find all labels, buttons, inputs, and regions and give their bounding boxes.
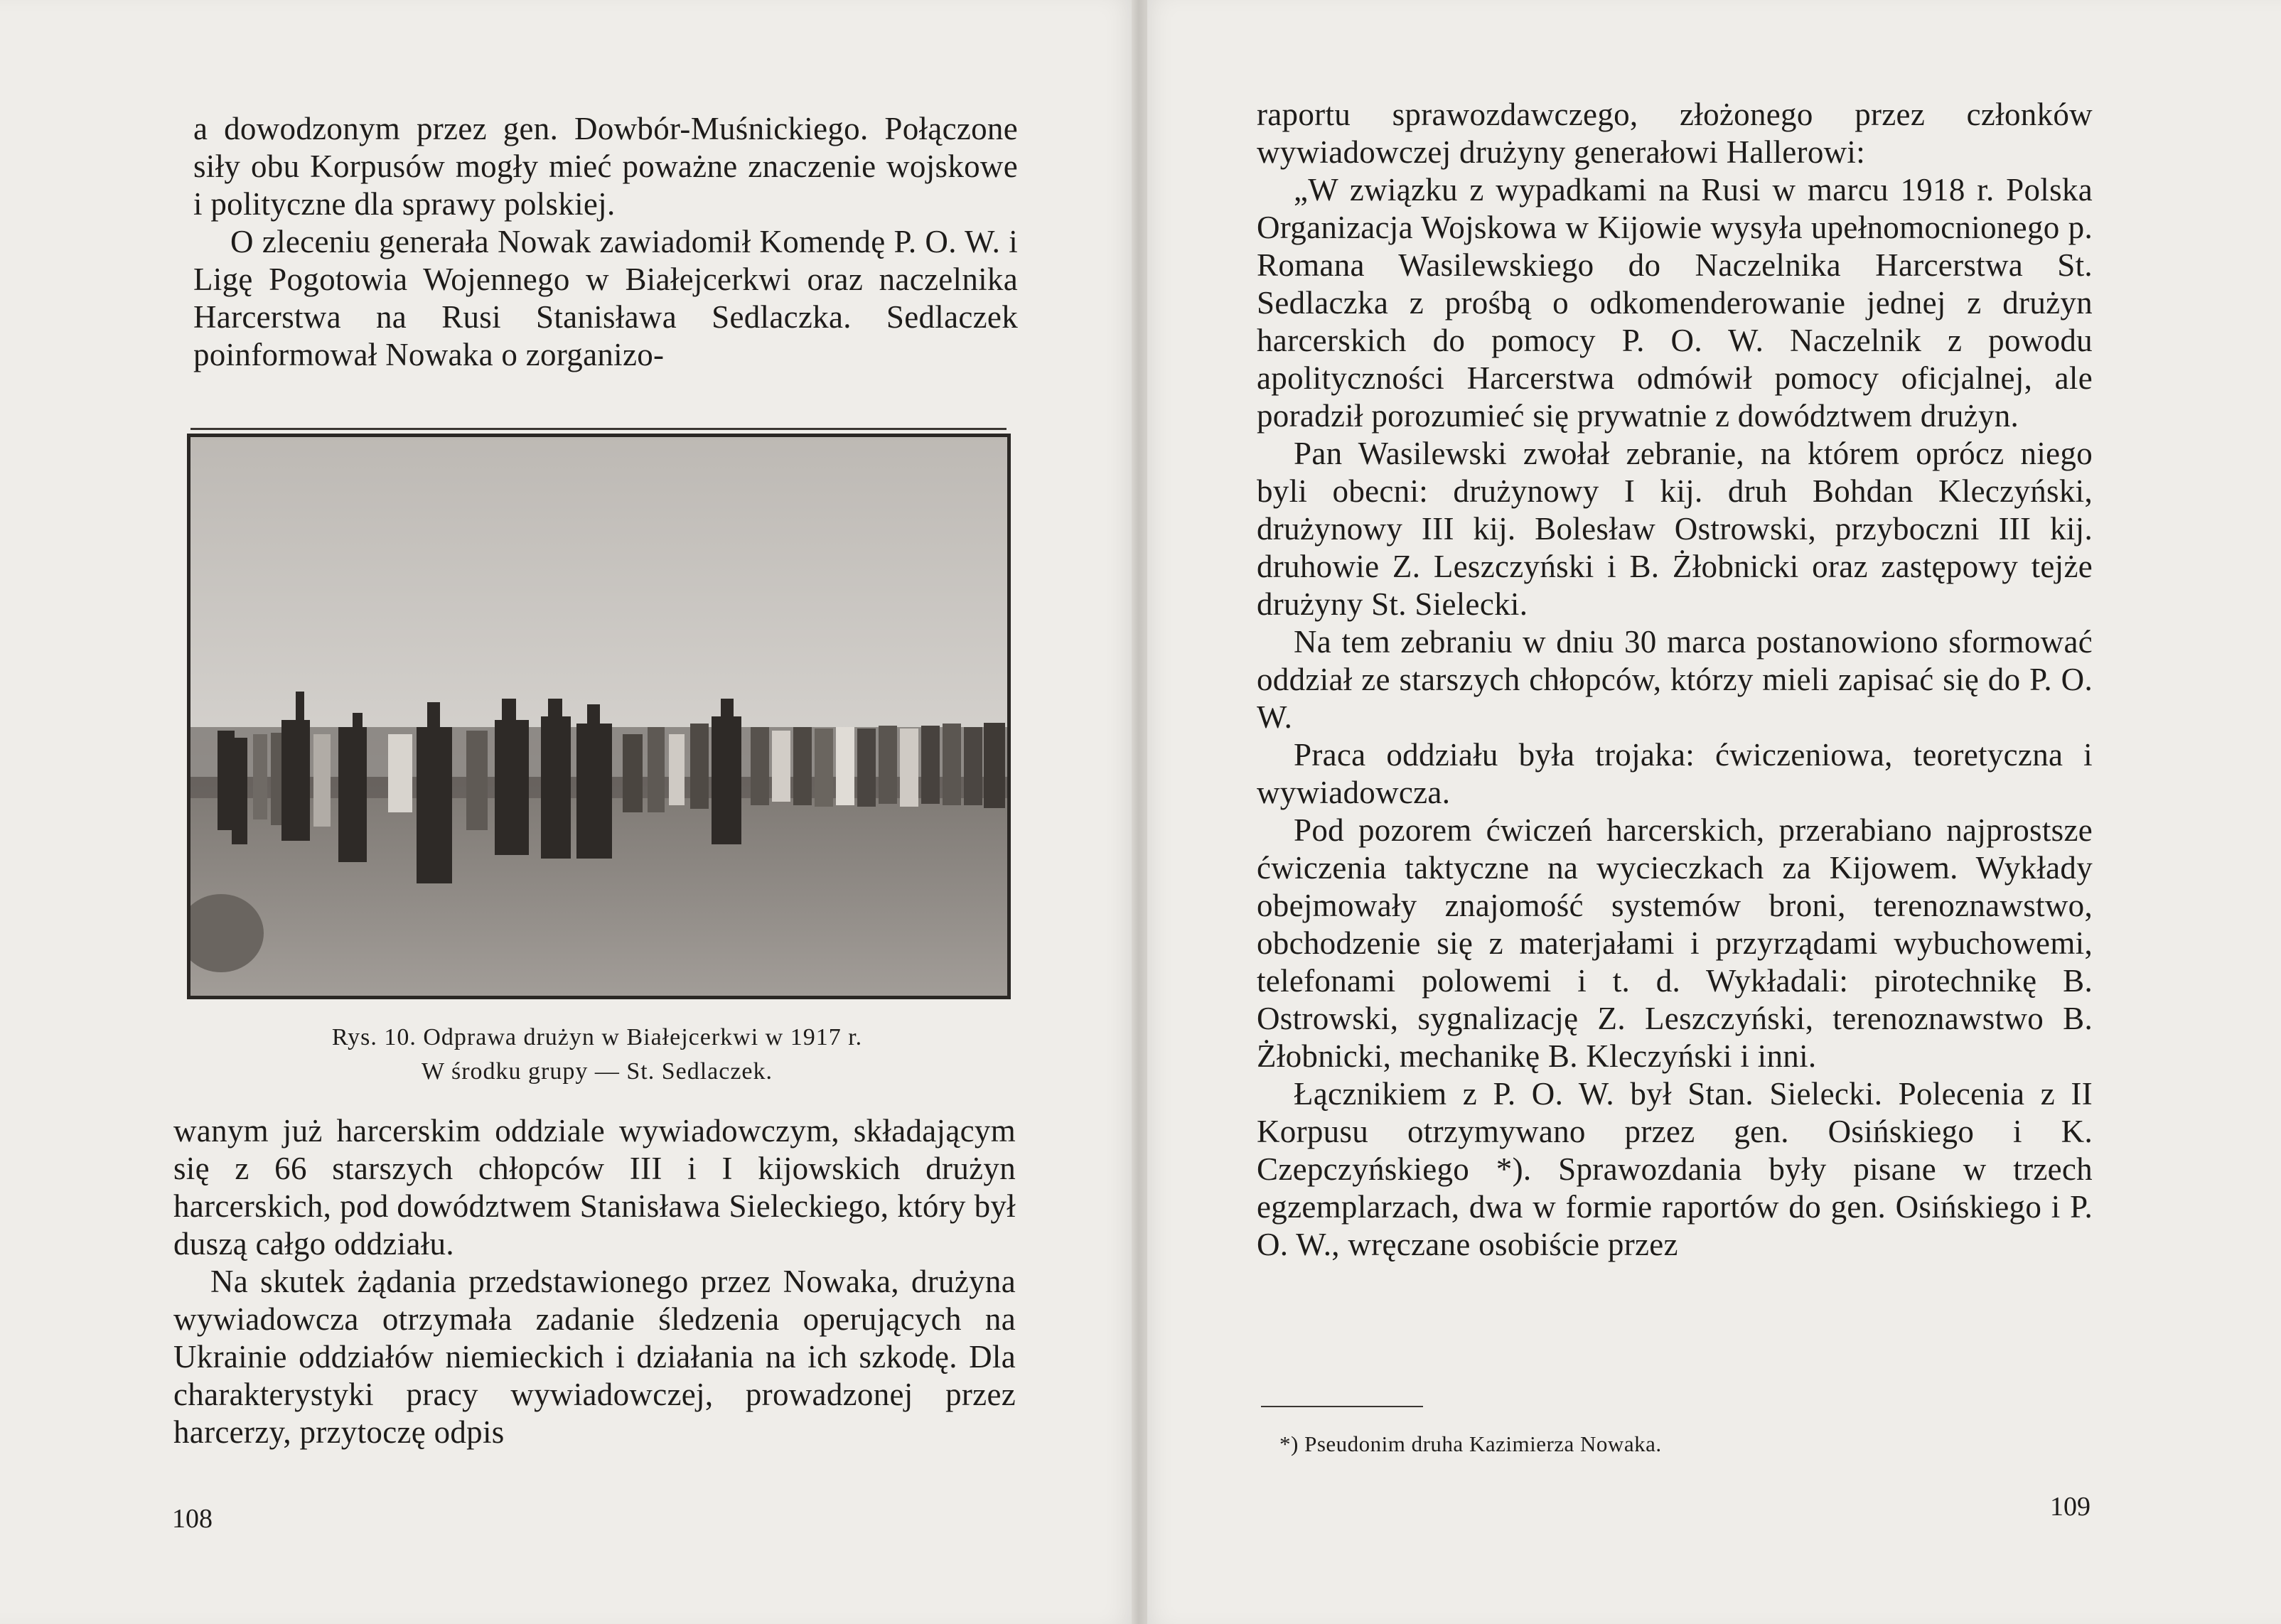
paragraph: „W związku z wypadkami na Rusi w marcu 1918 r. Polska Organizacja Wojskowa w Kijowie wysyła upełnomocnionego p. Romana Wasilewskiego do Naczelnika Harcerstwa St. Sedlaczka z prośbą o odkomenderowanie jednej z drużyn harcerskich do pomocy P. O. W. Naczelnik z powodu apolityczności Harcerstwa odmówił pomocy oficjalnej, ale poradził porozumieć się prywatnie z dowództwem drużyn. xyxy=(1257,172,2093,434)
figure-top-rule xyxy=(190,428,1007,430)
right-page-text xyxy=(1257,96,2093,1264)
paragraph: Praca oddziału była trojaka: ćwiczeniowa, teoretyczna i wywiadowcza. xyxy=(1257,737,2093,810)
caption-line: W środku grupy — St. Sedlaczek. xyxy=(421,1058,773,1085)
paragraph: Na skutek żądania przedstawionego przez Nowaka, drużyna wywiadowcza otrzymała zadanie śledzenia operujących na Ukrainie oddziałów niemieckich i działania na ich szkodę. Dla charakterystyki pracy wywiadowczej, prowadzonej przez harcerzy, przytoczę odpis xyxy=(173,1264,1016,1450)
page-number: 109 xyxy=(2050,1492,2091,1522)
paragraph: Pan Wasilewski zwołał zebranie, na którem oprócz niego byli obecni: drużynowy I kij. druh Bohdan Kleczyński, drużynowy III kij. Bolesław Ostrowski, przyboczni III kij. druhowie Z. Leszczyński i B. Żłobnicki oraz zastępowy tejże drużyny St. Sielecki. xyxy=(1257,436,2093,622)
paragraph: Pod pozorem ćwiczeń harcerskich, przerabiano najprostsze ćwiczenia taktyczne na wycieczkach za Kijowem. Wykłady obejmowały znajomość systemów broni, terenoznawstwo, obchodzenie się z materjałami i przyrządami wybuchowemi, telefonami polowemi i t. d. Wykładali: pirotechnikę B. Ostrowski, sygnalizację Z. Leszczyński, terenoznawstwo B. Żłobnicki, mechanikę B. Kleczyński i inni. xyxy=(1257,812,2093,1074)
footnote: *) Pseudonim druha Kazimierza Nowaka. xyxy=(1279,1431,1662,1456)
paragraph: Łącznikiem z P. O. W. był Stan. Sielecki. Polecenia z II Korpusu otrzymywano przez gen. Osińskiego i K. Czepczyńskiego *). Sprawozdania były pisane w trzech egzemplarzach, dwa w formie raportów do gen. Osińskiego i P. O. W., wręczane osobiście przez xyxy=(1257,1076,2093,1262)
paragraph: Na tem zebraniu w dniu 30 marca postanowiono sformować oddział ze starszych chłopców, którzy mieli zapisać się do P. O. W. xyxy=(1257,624,2093,735)
paragraph: a dowodzonym przez gen. Dowbór-Muśnickiego. Połączone siły obu Korpusów mogły mieć poważne znaczenie wojskowe i polityczne dla sprawy polskiej. xyxy=(193,111,1018,222)
left-page-text-bottom xyxy=(173,1112,1016,1451)
paragraph: wanym już harcerskim oddziale wywiadowczym, składającym się z 66 starszych chłopców III i I kijowskich drużyn harcerskich, pod dowództwem Stanisława Sieleckiego, który był duszą całgo oddziału. xyxy=(173,1113,1016,1262)
footnote-rule xyxy=(1261,1406,1423,1407)
figure-photograph xyxy=(187,434,1011,999)
photo-scouts-gathering xyxy=(189,436,1009,997)
paragraph: O zleceniu generała Nowak zawiadomił Komendę P. O. W. i Ligę Pogotowia Wojennego w Białejcerkwi oraz naczelnika Harcerstwa na Rusi Stanisława Sedlaczka. Sedlaczek poinformował Nowaka o zorganizo- xyxy=(193,224,1018,372)
left-page-text-top xyxy=(193,110,1018,374)
paragraph: raportu sprawozdawczego, złożonego przez członków wywiadowczej drużyny generałowi Hallerowi: xyxy=(1257,97,2093,170)
caption-line: Rys. 10. Odprawa drużyn w Białejcerkwi w 1917 r. xyxy=(331,1024,863,1050)
figure-caption xyxy=(256,1021,938,1089)
book-gutter xyxy=(1132,0,1147,1624)
page-number: 108 xyxy=(172,1504,213,1534)
